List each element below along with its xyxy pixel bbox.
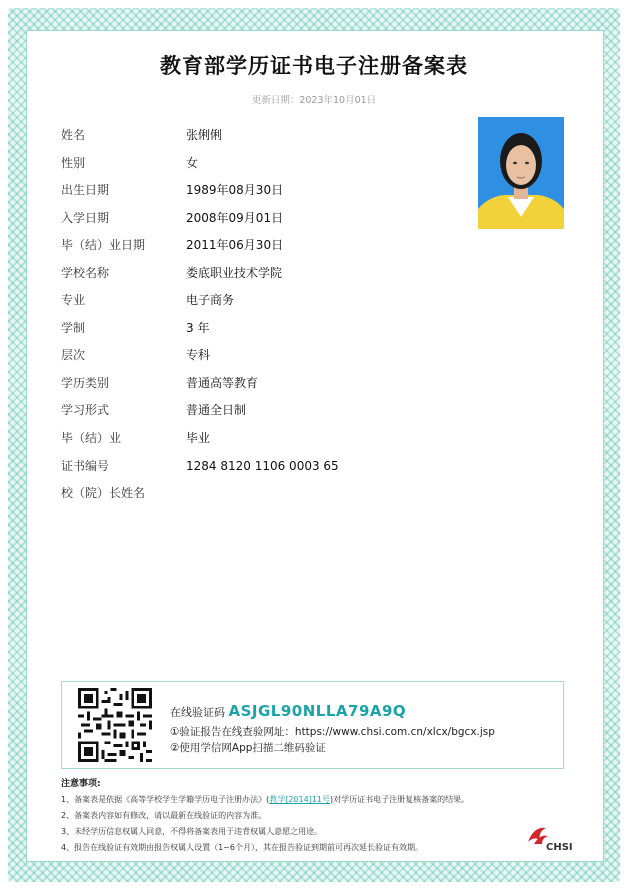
- field-value-study-form: 普通全日制: [186, 403, 247, 417]
- field-value-enroll-date: 2008年09月01日: [186, 211, 284, 225]
- verification-app-line: ②使用学信网App扫描二维码验证: [170, 742, 326, 754]
- field-label-major: 专业: [61, 293, 86, 307]
- verification-code: ASJGL90NLLA79A9Q: [228, 702, 407, 720]
- verification-url-line[interactable]: ①验证报告在线查验网址：https://www.chsi.com.cn/xlcx/bgcx.jsp: [170, 726, 495, 738]
- field-label-enroll-date: 入学日期: [61, 211, 110, 225]
- field-value-birthdate: 1989年08月30日: [186, 183, 284, 197]
- field-value-major: 电子商务: [186, 293, 235, 307]
- update-date: 更新日期：2023年10月01日: [251, 95, 377, 106]
- note-1: [61, 794, 469, 805]
- qr-code-icon[interactable]: [78, 688, 152, 762]
- field-label-name: 姓名: [61, 128, 86, 142]
- student-photo: [478, 117, 564, 229]
- field-value-graduation-date: 2011年06月30日: [186, 238, 284, 252]
- note-1-link[interactable]: 教学[2014]11号: [269, 795, 330, 804]
- field-label-school: 学校名称: [61, 266, 110, 280]
- chsi-logo-text: CHSI: [546, 842, 573, 853]
- field-label-level: 层次: [61, 348, 86, 362]
- field-value-name: 张俐俐: [186, 128, 223, 142]
- field-value-school: 娄底职业技术学院: [186, 266, 283, 280]
- note-4: 4、报告在线验证有效期由报告权属人设置（1~6个月），其在报告验证到期前可再次延长验证有效期。: [61, 843, 423, 852]
- field-value-duration: 3 年: [186, 321, 210, 335]
- note-1-text-b: )对学历证书电子注册复核备案的结果。: [330, 795, 470, 804]
- field-value-gender: 女: [186, 156, 199, 170]
- verification-box: [61, 681, 564, 769]
- field-label-gender: 性别: [61, 156, 86, 170]
- note-1-text-a: 1、备案表是依据《高等学校学生学籍学历电子注册办法》(: [61, 795, 270, 804]
- field-value-certificate-number: 1284 8120 1106 0003 65: [186, 459, 339, 473]
- verification-code-row: [170, 702, 406, 720]
- field-label-study-form: 学习形式: [61, 403, 110, 417]
- portrait-image: [478, 117, 564, 229]
- field-label-duration: 学制: [61, 321, 86, 335]
- document-title: 教育部学历证书电子注册备案表: [160, 54, 468, 78]
- field-label-president-name: 校（院）长姓名: [61, 486, 146, 500]
- field-label-education-type: 学历类别: [61, 376, 110, 390]
- field-label-graduation-date: 毕（结）业日期: [61, 238, 146, 252]
- field-value-education-type: 普通高等教育: [186, 376, 259, 390]
- note-2: 2、备案表内容如有修改，请以最新在线验证的内容为准。: [61, 811, 267, 820]
- notes-title: 注意事项:: [61, 779, 101, 789]
- field-label-graduation-status: 毕（结）业: [61, 431, 122, 445]
- note-3: 3、未经学历信息权属人同意，不得将备案表用于违背权属人意愿之用途。: [61, 827, 323, 836]
- verification-code-label: 在线验证码: [170, 706, 225, 719]
- field-value-level: 专科: [186, 348, 211, 362]
- field-label-birthdate: 出生日期: [61, 183, 110, 197]
- field-label-certificate-number: 证书编号: [61, 459, 110, 473]
- field-value-graduation-status: 毕业: [186, 431, 211, 445]
